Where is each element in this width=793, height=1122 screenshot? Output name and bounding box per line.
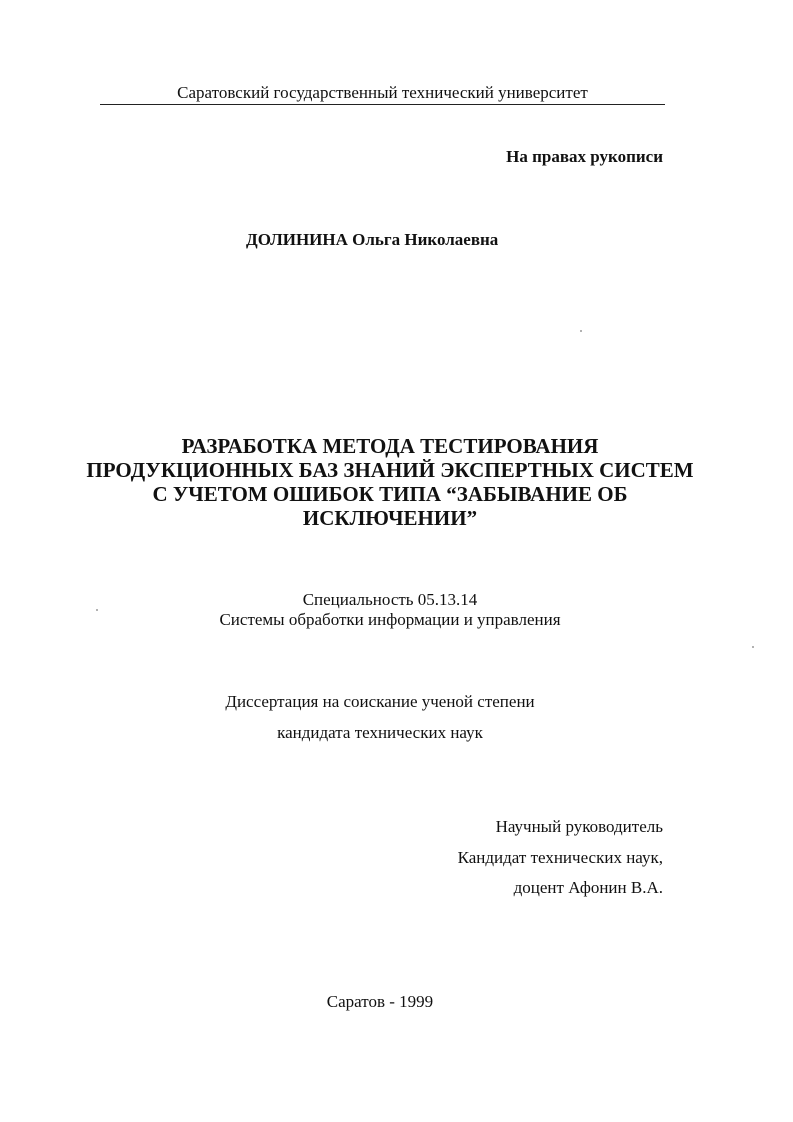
scan-speck (752, 646, 754, 648)
advisor-name: доцент Афонин В.А. (513, 878, 663, 897)
specialty-code: Специальность 05.13.14 (302, 590, 478, 609)
city-year: Саратов - 1999 (326, 992, 434, 1011)
degree-name: кандидата технических наук (277, 723, 483, 742)
scan-speck (580, 330, 582, 332)
title-line: ПРОДУКЦИОННЫХ БАЗ ЗНАНИЙ ЭКСПЕРТНЫХ СИСТЕМ (86, 458, 694, 482)
dissertation-statement: Диссертация на соискание ученой степени (225, 692, 535, 711)
manuscript-note: На правах рукописи (506, 147, 663, 166)
advisor-degree: Кандидат технических наук, (457, 848, 663, 867)
advisor-role: Научный руководитель (495, 817, 663, 836)
specialty-name: Системы обработки информации и управления (219, 610, 561, 629)
title-line: ИСКЛЮЧЕНИИ” (302, 506, 478, 530)
title-line: РАЗРАБОТКА МЕТОДА ТЕСТИРОВАНИЯ (181, 434, 599, 458)
university-name: Саратовский государственный технический университет (177, 83, 588, 102)
author-name: ДОЛИНИНА Ольга Николаевна (246, 230, 499, 249)
scan-speck (96, 609, 98, 611)
title-line: С УЧЕТОМ ОШИБОК ТИПА “ЗАБЫВАНИЕ ОБ (152, 482, 628, 506)
dissertation-title (80, 434, 700, 530)
header-rule (100, 104, 665, 105)
